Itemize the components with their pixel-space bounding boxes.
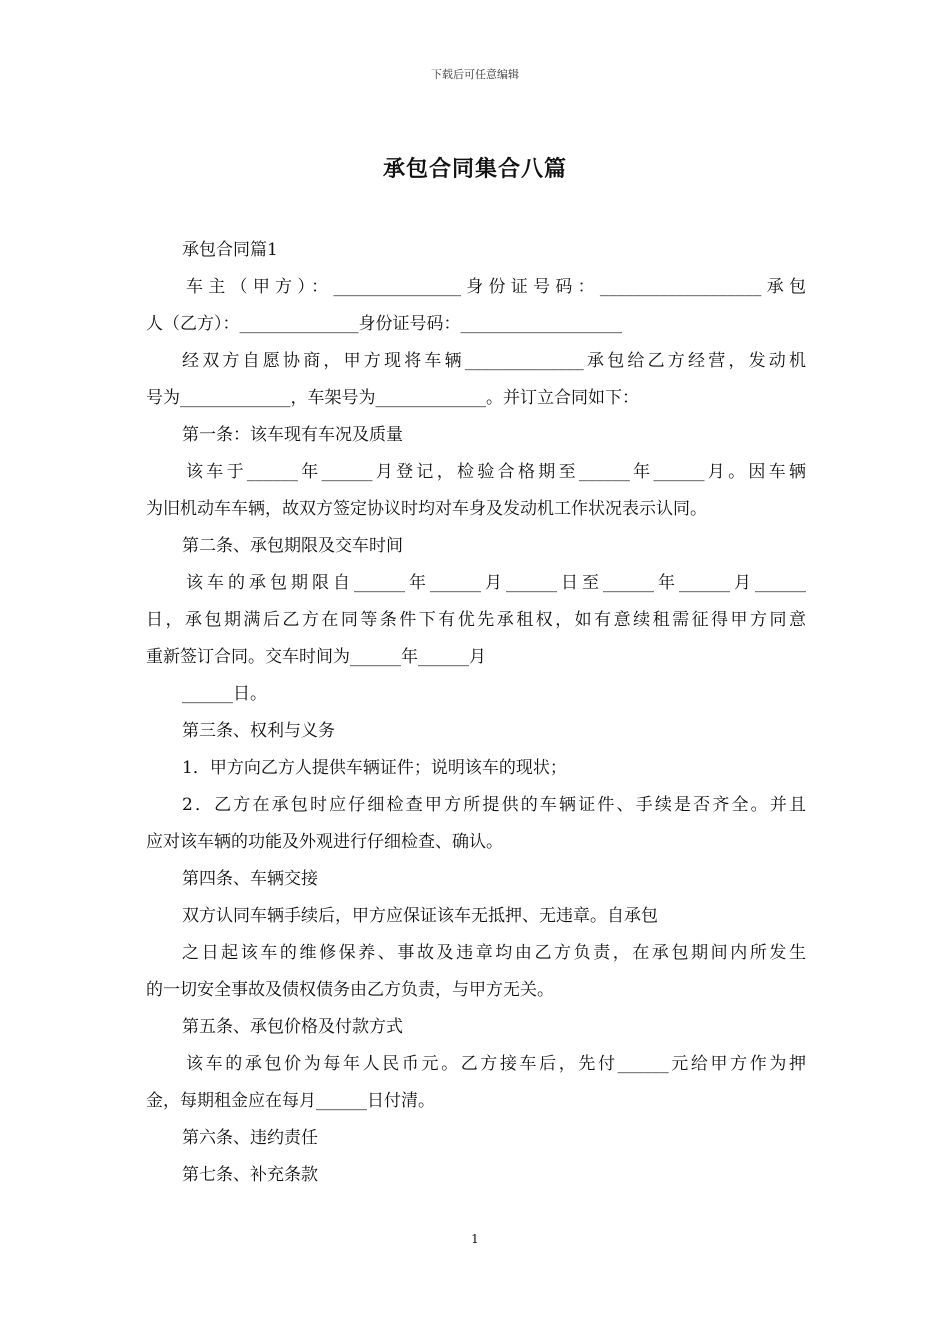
clause-heading: 第五条、承包价格及付款方式 (182, 1017, 403, 1037)
page-header: 下载后可任意编辑 (431, 68, 519, 81)
page-number: 1 (471, 1232, 479, 1246)
section-heading: 承包合同篇1 (182, 240, 278, 260)
body-line: 经双方自愿协商，甲方现将车辆______________承包给乙方经营，发动机 (182, 351, 806, 371)
body-line: ______日。 (182, 684, 267, 704)
body-line: 重新签订合同。交车时间为______年______月 (146, 647, 486, 667)
body-line: 金，每期租金应在每月______日付清。 (146, 1091, 435, 1111)
list-item: 2．乙方在承包时应仔细检查甲方所提供的车辆证件、手续是否齐全。并且 (182, 795, 806, 815)
body-line: 该车于______年______月登记，检验合格期至______年______月。因车辆 (186, 462, 806, 482)
body-line: 为旧机动车车辆，故双方签定协议时均对车身及发动机工作状况表示认同。 (146, 499, 707, 519)
clause-heading: 第七条、补充条款 (182, 1165, 318, 1185)
clause-heading: 第六条、违约责任 (182, 1128, 318, 1148)
clause-heading: 第一条：该车现有车况及质量 (182, 425, 403, 445)
body-line: 该车的承包价为每年人民币元。乙方接车后，先付______元给甲方作为押 (186, 1054, 806, 1074)
body-line: 人（乙方）：______________身份证号码：___________________ (146, 314, 622, 334)
clause-heading: 第二条、承包期限及交车时间 (182, 536, 403, 556)
clause-heading: 第四条、车辆交接 (182, 869, 318, 889)
document-body (146, 232, 806, 1194)
list-item: 1．甲方向乙方人提供车辆证件；说明该车的现状； (182, 758, 567, 778)
body-line: 日，承包期满后乙方在同等条件下有优先承租权，如有意续租需征得甲方同意 (146, 610, 806, 630)
document-title: 承包合同集合八篇 (382, 156, 567, 182)
body-line: 应对该车辆的功能及外观进行仔细检查、确认。 (146, 832, 503, 852)
body-line: 的一切安全事故及债权债务由乙方负责，与甲方无关。 (146, 980, 554, 1000)
body-line: 号为_____________，车架号为_____________。并订立合同如下： (146, 388, 639, 408)
body-line: 双方认同车辆手续后，甲方应保证该车无抵押、无违章。自承包 (182, 906, 658, 926)
body-line: 车主（甲方）：_______________身份证号码：___________________承包 (186, 277, 806, 297)
body-line: 之日起该车的维修保养、事故及违章均由乙方负责，在承包期间内所发生 (182, 943, 806, 963)
clause-heading: 第三条、权利与义务 (182, 721, 335, 741)
body-line: 该车的承包期限自______年______月______日至______年______月______ (186, 573, 806, 593)
